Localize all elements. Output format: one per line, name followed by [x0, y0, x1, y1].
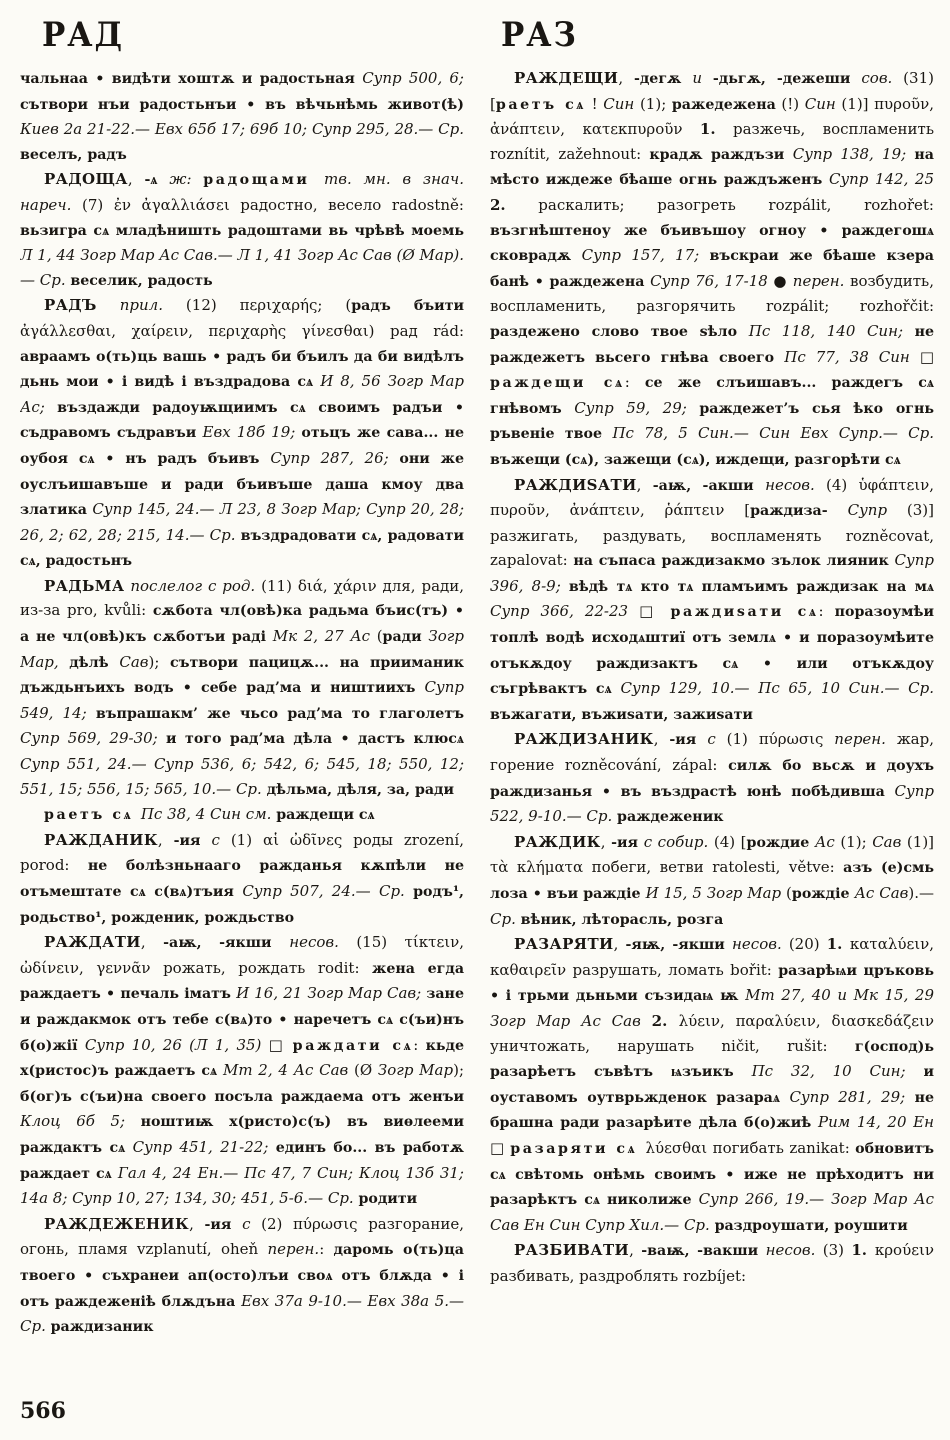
text-run-la: rozpálit, rozhořet:	[768, 195, 934, 214]
text-run-hw: РАЗБИВАТИ	[514, 1241, 630, 1260]
text-run-ro: ,	[157, 830, 174, 849]
text-run-hw: РАЗАРЯТИ	[514, 935, 614, 954]
text-run-hw: РАЖДАНИК	[44, 830, 158, 849]
text-run-it: прил.	[96, 296, 163, 315]
text-run-ro: жар, горение	[490, 730, 934, 775]
text-run-it: Гал 4, 24 Ен.— Пс 47, 7 Син; Клоц 13б 31; 14а 8; Супр 10, 27; 134, 30; 451, 5-6.— Ср.	[20, 1163, 464, 1208]
text-run-cs: въздрадовати сѧ, радовати сѧ, радостьнъ	[20, 527, 464, 570]
text-run-cs: и того рад’ма дѣла • дастъ клюсѧ	[166, 731, 464, 748]
text-run-num: 1.	[699, 120, 716, 139]
text-run-cs: веселъ, радъ	[20, 146, 127, 163]
text-run-cs: даромь о(ть)ца твоего • съхранеи ап(осто)лъи своѧ отъ блѫда • і отъ раждеженіѣ блѫдъна	[20, 1242, 464, 1310]
text-run-it: Супр 10, 26 (Л 1, 35)	[84, 1035, 269, 1054]
text-run-la: radostně:	[391, 195, 464, 214]
text-run-cs: сътвори пацицѫ... на прииманик дъждьнъихъ водъ • себе рад’ма и ништиихъ	[20, 654, 464, 697]
text-run-cs: крадѫ раждъзи	[649, 146, 793, 163]
text-run-it: Сав	[119, 652, 149, 671]
text-run-cs: раздежено слово твое ѕѣло	[490, 323, 749, 340]
text-run-sp: раждещи сѧ	[490, 375, 625, 392]
text-columns	[20, 66, 934, 1382]
text-run-ro: (31) [	[490, 69, 934, 113]
text-run-cs: радъ бъити	[351, 298, 464, 315]
text-run-it: Супр 549, 14;	[20, 678, 464, 722]
text-run-it: Супр 59, 29;	[574, 398, 700, 417]
text-run-cs: рождие	[746, 834, 815, 851]
text-run-gr: αἱ ὠδῖνες	[262, 830, 354, 849]
text-run-cs: раждеженик	[617, 809, 724, 826]
text-run-gr: τὰ κλήματα	[490, 858, 592, 877]
text-run-ro: (1)	[219, 830, 263, 849]
column-left	[20, 66, 464, 1382]
text-run-cs: въскраи же бѣаше кзера банѣ • раждежена	[490, 248, 934, 290]
text-run-cs: сътвори нъи радостьнъи • въ вѣчьнѣмь живот(ѣ)	[20, 96, 464, 113]
text-run-cs: раждиза-	[750, 503, 848, 520]
text-run-sp: раждати сѧ	[292, 1037, 414, 1054]
text-run-ro: раскалить; разогреть	[505, 195, 769, 214]
text-run-ro: );	[148, 652, 170, 671]
text-run-la: vzplanutí, oheň	[137, 1240, 268, 1259]
text-run-cs: разарѣѩи цръковь • і трьми дьньми съзидаѩ ѭ	[490, 962, 934, 1005]
text-run-it: Пс 77, 38 Син	[784, 347, 920, 366]
text-run-it: Зогр Мар	[377, 1061, 454, 1080]
text-run-it: несов.	[765, 475, 815, 494]
text-run-ro: возбудить, воспламенить, разгорячить	[490, 271, 934, 316]
text-run-ro: (1)	[715, 730, 759, 749]
text-run-it: Пс 38, 4 Син см.	[140, 805, 277, 824]
text-run-num: 2.	[651, 1011, 679, 1030]
text-run-it: Син	[804, 94, 836, 113]
dictionary-entry	[490, 66, 934, 473]
text-run-it: Мт 2, 4 Ас Сав	[222, 1061, 354, 1080]
text-run-hw: РАЖДЕЖЕНИК	[44, 1214, 190, 1233]
text-run-ro: (12)	[162, 296, 240, 315]
text-run-cs: -дегѫ	[633, 71, 693, 87]
text-run-cs: въжещи (сѧ), зажещи (сѧ), иждещи, разгорѣти сѧ	[490, 451, 901, 468]
dictionary-entry	[20, 828, 464, 930]
text-run-ro: разжечь, воспламенить	[715, 120, 934, 139]
text-run-ro: (1)]	[901, 832, 934, 851]
text-run-ro: разрушать, ломать	[572, 960, 731, 979]
text-run-cs: веселик, радость	[70, 272, 213, 289]
text-run-gr: διά, χάριν	[297, 576, 383, 595]
running-head-right: РАЗ	[501, 16, 578, 55]
text-run-cs: не раждежетъ вьсего гнѣва своего	[490, 323, 934, 366]
text-run-cs: не болѣзньнааго ражданья кѫпѣли не отъмештате сѧ с(вѧ)тъия	[20, 858, 464, 900]
text-run-hw: РАДЬМА	[44, 576, 125, 595]
text-run-ro: (20)	[781, 935, 827, 954]
text-run-it: Супр 522, 9-10.— Ср.	[490, 781, 934, 826]
text-run-cs: чальнаа • видѣти хоштѫ и радостьная	[20, 71, 363, 87]
dictionary-entry	[490, 830, 934, 932]
text-run-it: Ас	[815, 832, 835, 851]
text-run-it: И 8, 56 Зогр Мар Ас;	[20, 372, 464, 416]
text-run-la: rozněcovat, zapalovat:	[490, 526, 934, 570]
text-run-ro: ) рад	[368, 321, 434, 340]
text-run-la: ničit, rušit:	[721, 1036, 855, 1055]
text-run-cs: -аѭ, -акши	[652, 477, 766, 494]
text-run-it: Супр 129, 10.— Пс 65, 10 Син.— Ср.	[620, 679, 934, 698]
text-run-cs: ноштиѭ х(ристо)с(ъ) въ виѳлееми раждактъ сѧ	[20, 1114, 464, 1156]
text-run-la: rozpálit; rozhořčit:	[766, 297, 934, 316]
text-run-it: несов.	[765, 1241, 816, 1260]
text-run-it: Супр 507, 24.— Ср.	[242, 882, 414, 900]
text-run-it: Супр 451, 21-22;	[132, 1137, 276, 1156]
text-run-cs: жена егда раждаетъ • печаль іматъ	[20, 960, 464, 1003]
text-run-cs: -дьгѫ, -дежеши	[712, 71, 862, 87]
text-run-cs: отьцъ же сава... не оубоя сѧ • нъ радъ бъивъ	[20, 425, 464, 467]
text-run-it: несов.	[289, 933, 339, 952]
text-run-num: 2.	[490, 195, 506, 214]
text-run-cs: -ваѭ, -вакши	[641, 1243, 766, 1260]
text-run-it: Сав	[872, 832, 902, 851]
text-run-sp: разаряти сѧ	[510, 1140, 646, 1157]
text-run-ro: :	[624, 373, 645, 392]
text-run-hw: РАДЪ	[44, 296, 97, 315]
text-run-la: zrození, porod:	[20, 830, 464, 875]
dictionary-entry	[20, 574, 464, 802]
text-run-it: Супр 142, 25	[828, 170, 934, 189]
text-run-it: с	[211, 830, 220, 849]
dictionary-entry	[20, 293, 464, 574]
text-run-cs: на съпаса раждизакмо зълок лияник	[573, 553, 895, 570]
text-run-ro: ).—	[908, 884, 934, 902]
text-run-it: Супр 551, 24.— Супр 536, 6; 542, 6; 545, 18; 550, 12; 551, 15; 556, 15; 565, 10.— Ср.	[20, 755, 464, 798]
text-run-it: Супр 366, 22-23	[490, 602, 640, 621]
column-right	[490, 66, 934, 1382]
text-run-it: Ср.	[490, 909, 521, 928]
text-run-it: Евх 18б 19;	[202, 423, 302, 442]
text-run-ro: побеги, ветви	[591, 858, 713, 877]
text-run-it: Супр 396, 8-9;	[490, 551, 934, 595]
text-run-it: Супр 145, 24.— Л 23, 8 Зогр Мар; Супр 20, 28; 26, 2; 62, 28; 215, 14.— Ср.	[20, 500, 464, 544]
text-run-cs: ради	[382, 629, 429, 646]
text-run-la: ratolesti, větve:	[712, 858, 844, 877]
text-run-cs: единъ бо... въ работѫ раждает сѧ	[20, 1139, 464, 1182]
text-run-cs: -ѧ	[144, 172, 170, 189]
text-run-ro: (	[345, 296, 352, 315]
text-run-it: Пс 118, 140 Син;	[748, 321, 915, 340]
text-run-gr: ὑφάπτειν, πυροῦν, ἀνάπτειν, ῥάπτειν	[490, 475, 934, 520]
text-run-sp: раетъ сѧ	[44, 807, 141, 824]
text-run-ro: (1);	[834, 832, 873, 851]
dictionary-entry	[490, 473, 934, 728]
text-run-cs: поразоумѣи топлѣ водѣ исходѧштиї отъ землѧ • и поразоумѣите отъкѫдоу раждизактъ сѧ • или отъкѫдоу съгрѣвактъ сѧ	[490, 604, 934, 698]
text-run-cs: вѣдѣ тѧ кто тѧ пламъимъ раждизак на мѧ	[568, 578, 934, 595]
text-run-ro: :	[413, 1035, 426, 1054]
text-run-it: Супр 500, 6;	[362, 69, 464, 87]
text-run-it: тв. мн. в знач. нареч.	[20, 170, 464, 214]
text-run-cs: сѫбота чл(овѣ)ка радьма бъис(тъ) • а не чл(овѣ)къ сѫботъи раді	[20, 603, 464, 646]
text-run-it: Л 1, 44 Зогр Мар Ас Сав.— Л 1, 41 Зогр Ас Сав (Ø Мар).— Ср.	[20, 246, 464, 289]
text-run-cs: родити	[358, 1191, 418, 1208]
text-run-it: с	[242, 1214, 251, 1233]
text-run-ro: ,	[127, 170, 145, 189]
text-run-sp: раждиѕати сѧ	[670, 604, 819, 621]
text-run-it: Пс 78, 5 Син.— Син Евх Супр.— Ср.	[612, 424, 934, 443]
text-run-it: Пс 32, 10 Син;	[751, 1062, 924, 1081]
text-run-cs: азъ (е)смь лоза • въи раждіе	[490, 860, 934, 902]
text-run-la: roznítit, zažehnout:	[490, 144, 650, 163]
text-run-cs: се же слъишавъ... раждегъ сѧ гнѣвомъ	[490, 375, 934, 417]
running-head-right-cell	[477, 16, 934, 55]
text-run-ro: радостно, весело	[240, 195, 392, 214]
text-run-cs: б(ог)ъ с(ъи)на своего посъла раждаема отъ женъи	[20, 1088, 464, 1105]
running-heads	[20, 16, 934, 55]
text-run-ro: (Ø	[354, 1061, 378, 1080]
text-run-it: Клоц 6б 5;	[20, 1112, 141, 1131]
text-run-ro: (1)]	[835, 94, 875, 113]
text-run-ro: (	[376, 627, 383, 646]
text-run-cs: раждизаник	[50, 1319, 154, 1336]
text-run-cs: ражедежена	[671, 96, 776, 113]
text-run-hw: РАЖДАТИ	[44, 933, 141, 952]
text-run-ro: ,	[629, 1241, 642, 1260]
text-run-ro: ,	[189, 1214, 205, 1233]
text-run-it: Мт 27, 40 и Мк 15, 29 Зогр Мар Ас Сав	[490, 986, 934, 1030]
text-run-cs: -ия	[204, 1216, 243, 1233]
text-run-ro: □	[268, 1035, 293, 1054]
text-run-cs: дѣльма, дѣля, за, ради	[266, 781, 455, 798]
text-run-gr: περιχαρής;	[239, 296, 346, 315]
text-run-it: перен.	[267, 1240, 320, 1259]
text-run-cs: раздроушати, роушити	[714, 1217, 908, 1234]
text-run-ro: (11)	[255, 576, 298, 595]
text-run-cs: рождіе	[791, 886, 855, 902]
text-run-ro: разбивать, раздроблять	[490, 1266, 683, 1285]
text-run-cs: дѣлѣ	[69, 654, 120, 671]
text-run-gr: τίκτειν, ὠδίνειν, γεννᾶν	[20, 933, 464, 977]
text-run-it: Супр 287, 26;	[270, 448, 400, 467]
text-run-it: ж:	[169, 170, 204, 189]
text-run-cs: -яѭ, -якши	[625, 937, 733, 954]
text-run-it: Супр 266, 19.— Зогр Мар Ас Сав Ен Син Супр Хил.— Ср.	[490, 1190, 934, 1234]
text-run-it: Мк 2, 27 Ас	[272, 627, 377, 646]
text-run-sp: раетъ сѧ	[495, 96, 587, 113]
text-run-ro: □	[639, 602, 671, 621]
dictionary-entry	[490, 932, 934, 1238]
dictionary-entry	[20, 930, 464, 1212]
text-run-hw: РАДОЩА	[44, 170, 128, 189]
text-run-it: Ас Сав	[854, 884, 909, 902]
dictionary-entry	[20, 1212, 464, 1340]
text-run-it: сов.	[861, 69, 893, 87]
text-run-ro: (3)] разжигать, раздувать, воспламенять	[490, 501, 934, 545]
text-run-ro: [	[744, 501, 751, 520]
text-run-ro: ,	[140, 933, 164, 952]
text-run-gr: ἀγάλλεσθαι, χαίρειν, περιχαρὴς γίνεσθαι	[20, 321, 369, 340]
text-run-num: 1.	[826, 935, 850, 954]
text-run-ro: погибать	[712, 1138, 790, 1157]
text-run-it: с	[707, 730, 716, 749]
text-run-ro: ,	[600, 832, 612, 851]
text-run-it: Зогр Мар,	[20, 627, 464, 671]
text-run-cs: они же оуслъишавъше и ради бъивъше даша кмоу два златика	[20, 450, 464, 519]
text-run-it: Супр 157, 17;	[581, 246, 710, 265]
text-run-cs: не брашна ради разарѣите дѣла б(о)жиѣ	[490, 1089, 934, 1132]
text-run-ro: :	[319, 1240, 334, 1259]
running-head-left: РАД	[42, 16, 125, 55]
text-run-la: rodit:	[317, 958, 373, 977]
text-run-ro: ,	[618, 69, 634, 87]
text-run-gr: λύεσθαι	[645, 1138, 713, 1157]
text-run-ro: (3)	[815, 1241, 852, 1260]
running-head-left-cell	[20, 16, 477, 55]
text-run-it: перен.	[834, 730, 886, 749]
text-run-la: rozněcování, zápal:	[564, 756, 729, 775]
dictionary-entry	[490, 1238, 934, 1288]
text-run-la: pro, kvůli:	[67, 601, 153, 620]
text-run-it: И 16, 21 Зогр Мар Сав;	[236, 984, 427, 1003]
text-run-ro: ,	[653, 730, 670, 749]
text-run-cs: въздажди радоуѭщиимъ сѧ своимъ радъи • съдравомъ съдравъи	[20, 399, 464, 442]
text-run-cs: кьде х(ристос)ъ раждаетъ сѧ	[20, 1037, 464, 1080]
text-run-ro: рожать, рождать	[163, 958, 318, 977]
text-run-it: Евх 37а 9-10.— Евх 38а 5.— Ср.	[20, 1291, 464, 1336]
text-run-it: послелог с род.	[124, 576, 256, 595]
text-run-la: rád:	[433, 321, 464, 340]
text-run-la: bořit:	[730, 960, 779, 979]
text-run-ro: :	[818, 602, 835, 621]
text-run-hw: РАЖДИК	[514, 832, 601, 851]
text-run-ro: (7)	[71, 195, 114, 214]
text-run-cs: вьзигра сѧ младѣништь радоштами вь чрѣвѣ моемь	[20, 222, 464, 239]
dictionary-entry	[490, 727, 934, 829]
text-run-cs: раждещи сѧ	[276, 807, 375, 824]
text-run-cs: авраамъ о(ть)ць вашь • радъ би бъилъ да би видѣлъ дьнь мои • і видѣ і въздрадова сѧ	[20, 348, 464, 391]
text-run-it: Супр 281, 29;	[789, 1087, 915, 1106]
text-run-cs: на мѣсто иждеже бѣаше огнь раждъженъ	[490, 146, 934, 189]
text-run-it: несов.	[732, 935, 782, 954]
text-run-cs: вѣник, лѣторасль, розга	[520, 911, 724, 928]
text-run-cs: -ия	[669, 732, 708, 749]
text-run-cs: зане и раждакмок отъ тебе с(вѧ)то • наречетъ сѧ с(ъи)нъ б(о)жії	[20, 986, 464, 1054]
text-run-sp: радощами	[203, 172, 325, 189]
text-run-gr: ἐν ἀγαλλιάσει	[113, 195, 241, 214]
text-run-ro: (!)	[775, 94, 805, 113]
text-run-ro: ,	[636, 475, 653, 494]
text-run-hw: РАЖДЕЩИ	[514, 69, 619, 87]
text-run-cs: -ия	[173, 832, 212, 849]
text-run-gr: κρούειν	[874, 1241, 934, 1260]
text-run-it: Супр 138, 19;	[792, 144, 915, 163]
text-run-cs: обновитъ сѧ свѣтомь онѣмь своимъ • иже не прѣходитъ ни разарѣктъ сѧ николиже	[490, 1140, 934, 1209]
text-run-ro: уничтожать, нарушать	[490, 1036, 722, 1055]
text-run-ro: (4)	[814, 475, 859, 494]
text-run-gr: καταλύειν, καθαιρεῖν	[490, 935, 934, 979]
dictionary-entry	[20, 802, 464, 828]
text-run-ro: ●	[773, 271, 793, 290]
text-run-it: Супр 569, 29-30;	[20, 729, 167, 748]
text-run-cs: -аѭ, -якши	[163, 935, 290, 952]
text-run-ro: (4) [	[708, 832, 747, 851]
text-run-hw: РАЖДИЗАНИК	[514, 730, 654, 749]
text-run-cs: силѫ бо вьсѫ и доухъ раждизанья • въ въздрастѣ юнѣ побѣдивша	[490, 758, 934, 800]
text-run-cs: г(оспод)ь разарѣетъ съвѣтъ ѩзъикъ	[490, 1038, 934, 1081]
text-run-cs: въпрашакм’ же чьсо рад’ма то глаголетъ	[95, 705, 464, 722]
text-run-it: Супр 76, 17-18	[650, 271, 774, 290]
text-run-ro: роды	[353, 830, 404, 849]
text-run-ro: (15)	[338, 933, 405, 952]
text-run-cs: раждежет’ъ сья ѣко огнь ръвеніе твое	[490, 400, 934, 443]
text-run-ro: (2)	[250, 1214, 294, 1233]
dictionary-entry	[20, 66, 464, 167]
text-run-cs: въжагати, въжиѕати, зажиѕати	[490, 706, 753, 723]
text-run-it: И 15, 5 Зогр Мар	[645, 884, 787, 902]
text-run-cs: възгнѣштеноу же бъивъшоу огноу • раждегошѧ сковрадѫ	[490, 222, 934, 265]
text-run-ro: □	[490, 1138, 511, 1157]
text-run-ro: !	[586, 94, 604, 113]
text-run-it: перен.	[792, 271, 845, 290]
text-run-gr: πύρωσις	[758, 730, 835, 749]
text-run-cs: и оуставомъ оутврьжденок разараѧ	[490, 1064, 934, 1106]
text-run-it: Рим 14, 20 Ен	[818, 1113, 934, 1132]
text-run-gr: λύειν, παραλύειν, διασκεδάζειν	[678, 1011, 934, 1030]
text-run-it: Супр	[847, 501, 888, 520]
text-run-it: и	[692, 69, 713, 87]
text-run-ro: (	[786, 884, 792, 902]
text-run-ro: □	[919, 347, 934, 366]
text-run-it: с собир.	[643, 832, 709, 851]
text-run-ro: (1);	[634, 94, 672, 113]
text-run-la: zanikat:	[789, 1138, 856, 1157]
text-run-la: rozbíjet:	[683, 1266, 747, 1285]
dictionary-entry	[20, 167, 464, 293]
page-number: 566	[20, 1398, 66, 1424]
text-run-cs: родъ¹, родьство¹, рожденик, рождьство	[20, 884, 464, 926]
text-run-ro: разгорание, огонь, пламя	[20, 1214, 464, 1259]
text-run-it: Син	[603, 94, 635, 113]
text-run-num: 1.	[851, 1241, 875, 1260]
text-run-gr: πύρωσις	[293, 1214, 369, 1233]
text-run-cs: -ия	[611, 834, 644, 851]
text-run-gr: πυροῦν, ἀνάπτειν, κατεκπυροῦν	[490, 94, 934, 139]
text-run-ro: );	[453, 1061, 464, 1080]
text-run-hw: РАЖДИЅАТИ	[514, 475, 637, 494]
text-run-it: Киев 2а 21-22.— Евх 65б 17; 69б 10; Супр 295, 28.— Ср.	[20, 120, 464, 139]
text-run-ro: ,	[613, 935, 626, 954]
text-run-ro: для, ради, из-за	[20, 576, 464, 620]
